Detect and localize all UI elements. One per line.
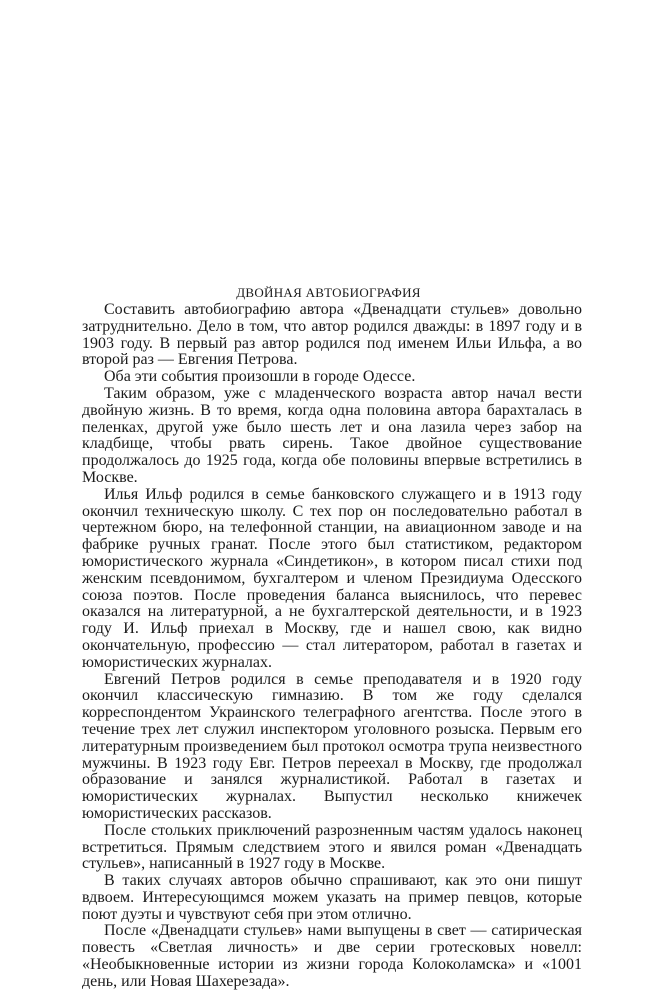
paragraph-2: Оба эти события произошли в городе Одессе. (104, 368, 416, 386)
paragraph-4: Илья Ильф родился в семье банковского служащего и в 1913 году окончил техническую школу. С тех пор он последовательно работал в чертежном бюро, на телефонной станции, на авиационном заводе и на фабрике ручных гранат. После этого был статистиком, редактором юмористического журнала «Синдетикон», в котором писал стихи под женским псевдонимом, бухгалтером и членом Президиума Одесского союза поэтов. После проведения баланса выяснилось, что перевес оказался на литературной, а не бухгалтерской деятельности, и в 1923 году И. Ильф приехал в Москву, где и нашел свою, как видно окончательную, профессию — стал литератором, работал в газетах и юмористических журналах. (82, 485, 582, 671)
paragraph-3: Таким образом, уже с младенческого возраста автор начал вести двойную жизнь. В то время, когда одна половина автора барахталась в пеленках, другой уже было шесть лет и она лазила через забор на кладбище, чтобы рвать сирень. Такое двойное существование продолжалось до 1925 года, когда обе половины впервые встретились в Москве. (82, 384, 582, 486)
paragraph-6: После стольких приключений разрозненным частям удалось наконец встретиться. Прямым следствием этого и явился роман «Двенадцать стульев», написанный в 1927 году в Москве. (82, 821, 582, 873)
paragraph-8: После «Двенадцати стульев» нами выпущены в свет — сатирическая повесть «Светлая личность» и две серии гротесковых новелл: «Необыкновенные истории из жизни города Колоколамска» и «1001 день, или Новая Шахерезада». (82, 922, 582, 990)
paragraph-5: Евгений Петров родился в семье преподавателя и в 1920 году окончил классическую гимназию. В том же году сделался корреспондентом Украинского телеграфного агентства. После этого в течение трех лет служил инспектором уголовного розыска. Первым его литературным произведением был протокол осмотра трупа неизвестного мужчины. В 1923 году Евг. Петров переехал в Москву, где продолжал образование и занялся журналистикой. Работал в газетах и юмористических журналах. Выпустил несколько книжечек юмористических рассказов. (82, 670, 582, 822)
paragraph-1: Составить автобиографию автора «Двенадцати стульев» довольно затруднительно. Дело в том, что автор родился дважды: в 1897 году и в 1903 году. В первый раз автор родился под именем Ильи Ильфа, а во второй раз — Евгения Петрова. (82, 301, 582, 369)
body-text (82, 302, 582, 991)
paragraph-7: В таких случаях авторов обычно спрашивают, как это они пишут вдвоем. Интересующимся можем указать на пример певцов, которые поют дуэты и чувствуют себя при этом отлично. (82, 872, 582, 923)
page-title: ДВОЙНАЯ АВТОБИОГРАФИЯ (236, 285, 421, 300)
